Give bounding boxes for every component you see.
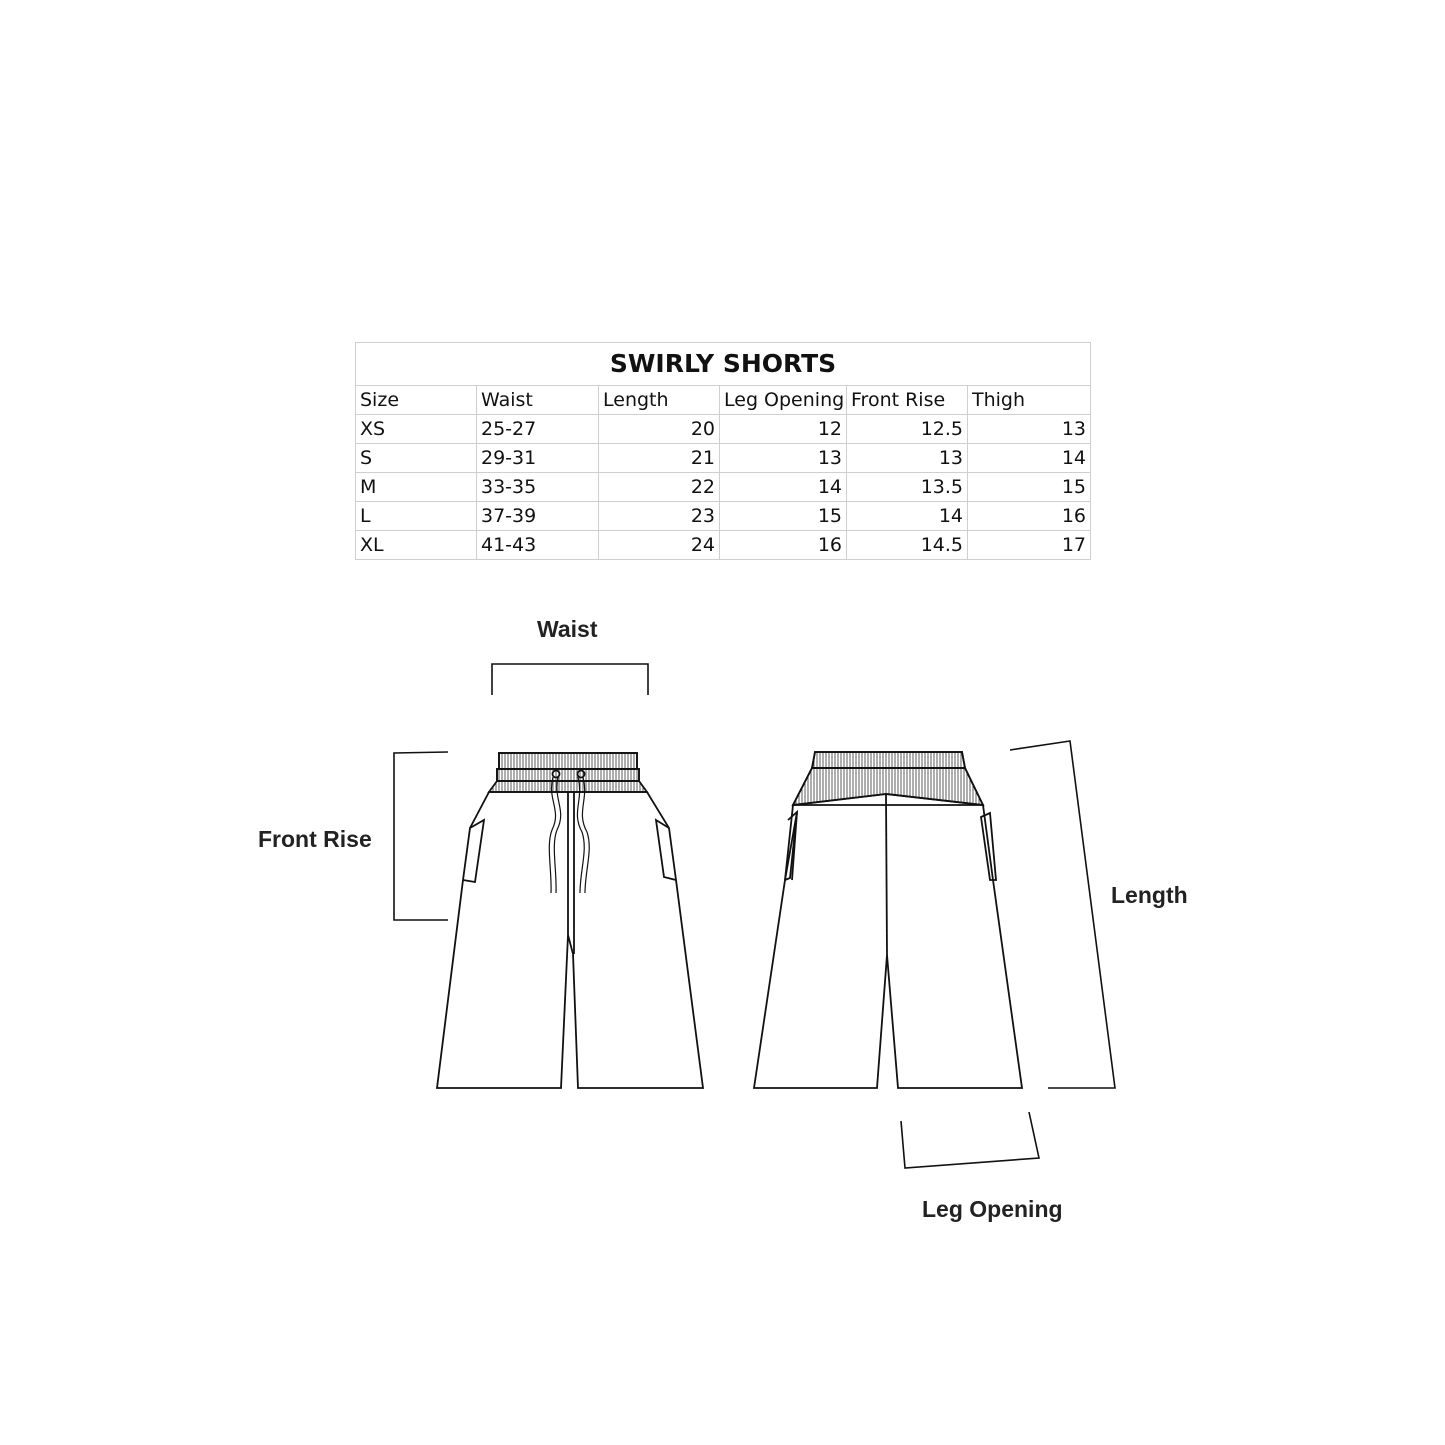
cell-thigh: 14 — [968, 444, 1091, 473]
header-front-rise: Front Rise — [847, 386, 968, 415]
shorts-back-view — [754, 752, 1022, 1088]
cell-size: XL — [356, 531, 477, 560]
cell-waist: 29-31 — [477, 444, 599, 473]
waist-label: Waist — [537, 616, 598, 642]
front-rise-measure-bracket — [394, 752, 448, 920]
front-rise-label: Front Rise — [258, 826, 372, 852]
cell-length: 24 — [599, 531, 720, 560]
cell-thigh: 13 — [968, 415, 1091, 444]
cell-waist: 37-39 — [477, 502, 599, 531]
cell-size: XS — [356, 415, 477, 444]
cell-length: 22 — [599, 473, 720, 502]
cell-waist: 33-35 — [477, 473, 599, 502]
cell-length: 21 — [599, 444, 720, 473]
cell-waist: 41-43 — [477, 531, 599, 560]
cell-leg-opening: 12 — [720, 415, 847, 444]
waist-measure-bracket — [492, 664, 648, 695]
cell-front-rise: 13 — [847, 444, 968, 473]
leg-opening-label: Leg Opening — [922, 1196, 1063, 1222]
cell-thigh: 16 — [968, 502, 1091, 531]
header-waist: Waist — [477, 386, 599, 415]
cell-thigh: 17 — [968, 531, 1091, 560]
length-measure-bracket — [1010, 741, 1115, 1088]
header-leg-opening: Leg Opening — [720, 386, 847, 415]
cell-thigh: 15 — [968, 473, 1091, 502]
header-length: Length — [599, 386, 720, 415]
cell-front-rise: 14.5 — [847, 531, 968, 560]
cell-size: S — [356, 444, 477, 473]
cell-leg-opening: 14 — [720, 473, 847, 502]
cell-leg-opening: 16 — [720, 531, 847, 560]
cell-front-rise: 14 — [847, 502, 968, 531]
cell-front-rise: 12.5 — [847, 415, 968, 444]
cell-waist: 25-27 — [477, 415, 599, 444]
cell-size: L — [356, 502, 477, 531]
table-title: SWIRLY SHORTS — [356, 343, 1091, 386]
header-thigh: Thigh — [968, 386, 1091, 415]
cell-leg-opening: 13 — [720, 444, 847, 473]
shorts-front-view — [437, 753, 703, 1088]
header-size: Size — [356, 386, 477, 415]
cell-front-rise: 13.5 — [847, 473, 968, 502]
cell-leg-opening: 15 — [720, 502, 847, 531]
leg-opening-measure-bracket — [901, 1112, 1039, 1168]
length-label: Length — [1111, 882, 1188, 908]
cell-size: M — [356, 473, 477, 502]
cell-length: 20 — [599, 415, 720, 444]
cell-length: 23 — [599, 502, 720, 531]
